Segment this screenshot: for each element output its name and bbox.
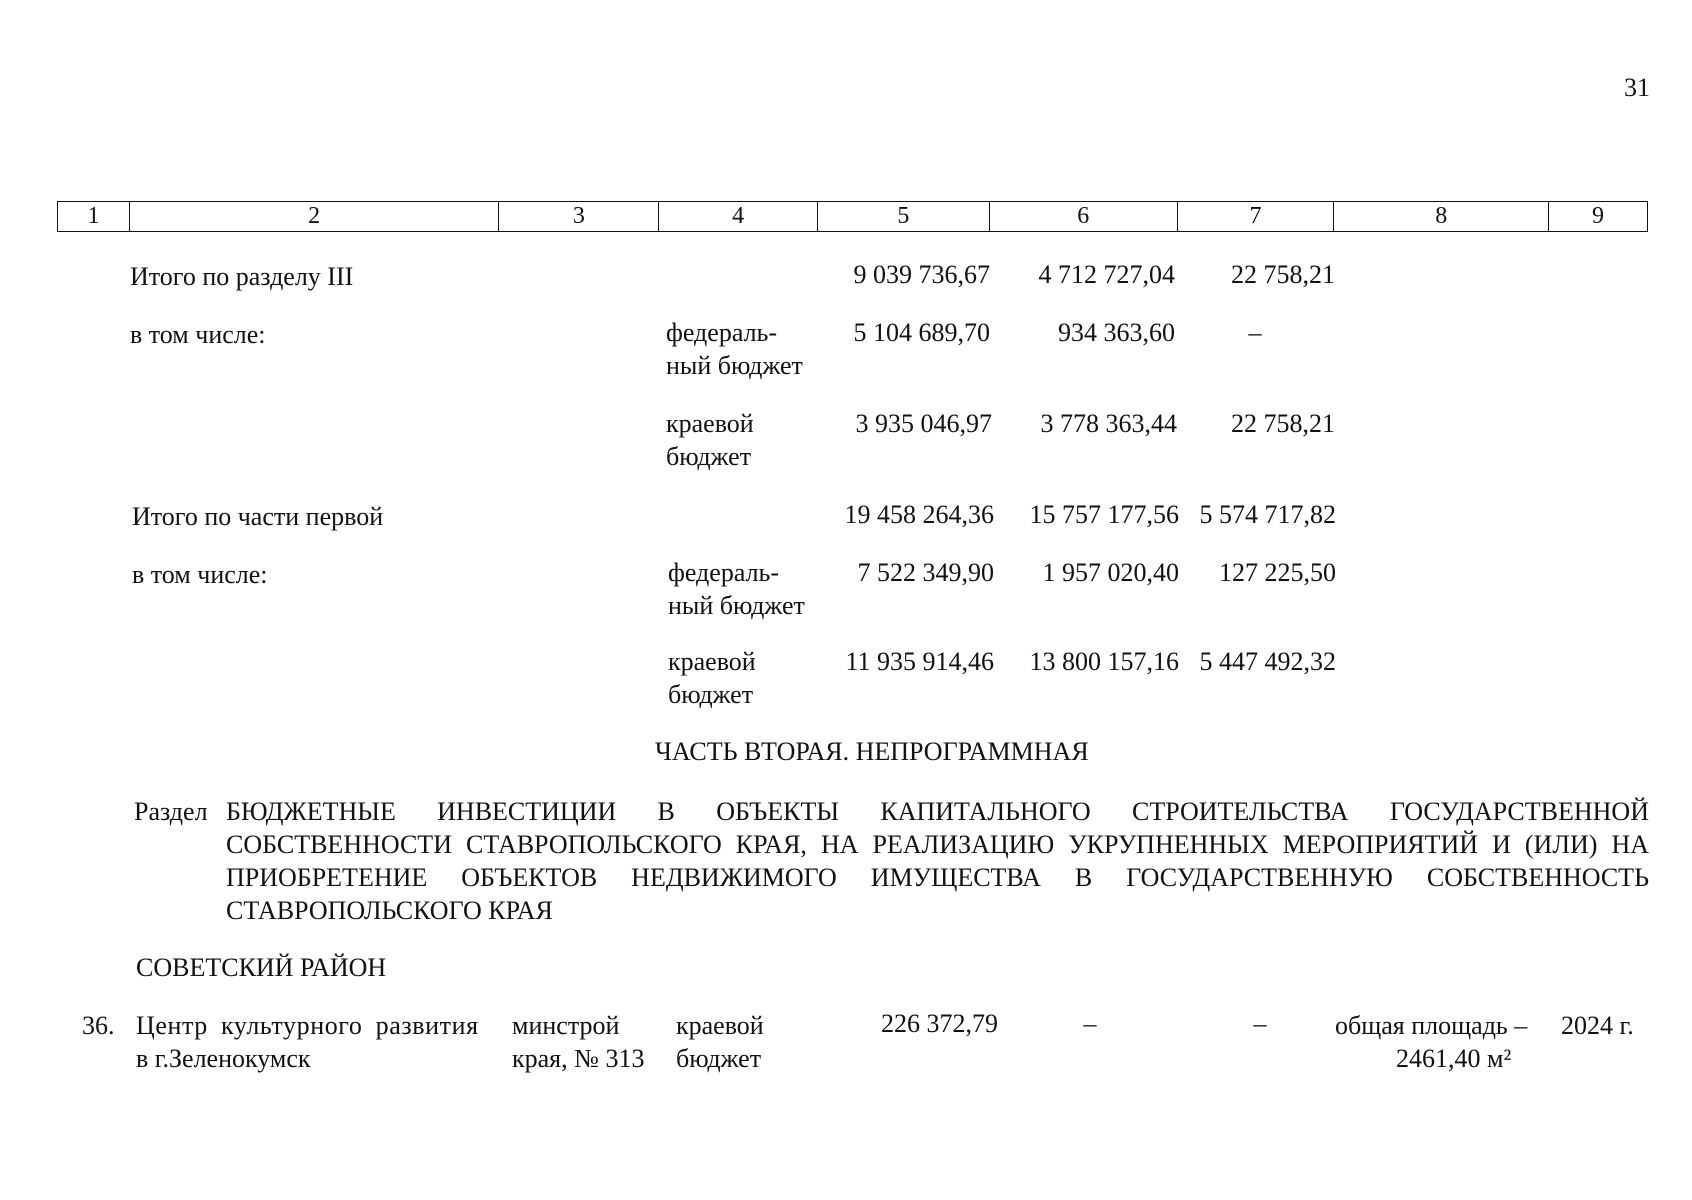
header-cell-4: 4 (659, 202, 818, 231)
item36-number: 36. (82, 1011, 115, 1040)
part1-total-col7: 5 574 717,82 (1199, 500, 1336, 529)
part1-total-col6: 15 757 177,56 (1029, 500, 1179, 529)
federal-label-line2: ный бюджет (668, 591, 805, 620)
item36-budget-line1: краевой (676, 1011, 764, 1040)
item36-year: 2024 г. (1561, 1011, 1634, 1040)
part1-federal-label (668, 556, 805, 622)
district-heading: СОВЕТСКИЙ РАЙОН (136, 953, 387, 982)
item36-capacity-line2: 2461,40 м² (1396, 1044, 1512, 1073)
header-cell-3: 3 (499, 202, 659, 231)
section3-federal-col7: – (1248, 318, 1262, 347)
section3-federal-col6: 934 363,60 (1058, 318, 1175, 347)
regional-label-line2: бюджет (666, 442, 752, 471)
item36-customer (512, 1009, 644, 1075)
federal-label-line1: федераль- (668, 558, 780, 587)
federal-label-line2: ный бюджет (666, 351, 803, 380)
page-number: 31 (1624, 73, 1650, 102)
section3-total-col6: 4 712 727,04 (1038, 260, 1175, 289)
section3-regional-col7: 22 758,21 (1231, 409, 1335, 438)
part1-incl-label: в том числе: (132, 560, 268, 589)
item36-budget (676, 1009, 764, 1075)
header-cell-7: 7 (1178, 202, 1335, 231)
section3-federal-col5: 5 104 689,70 (853, 318, 990, 347)
part2-heading: ЧАСТЬ ВТОРАЯ. НЕПРОГРАММНАЯ (655, 737, 1089, 766)
column-number-header (57, 201, 1648, 232)
part1-federal-col7: 127 225,50 (1219, 558, 1336, 587)
part1-regional-col7: 5 447 492,32 (1199, 647, 1336, 676)
part1-federal-col6: 1 957 020,40 (1042, 558, 1179, 587)
item36-col7: – (1253, 1009, 1267, 1038)
part1-regional-col5: 11 935 914,46 (845, 647, 994, 676)
part1-regional-label (668, 645, 756, 711)
section3-regional-label (666, 407, 754, 473)
federal-label-line1: федераль- (666, 318, 778, 347)
item36-name-line1: Центр культурного развития (136, 1011, 479, 1040)
header-cell-5: 5 (818, 202, 990, 231)
item36-col5: 226 372,79 (881, 1009, 998, 1038)
part1-federal-col5: 7 522 349,90 (857, 558, 994, 587)
regional-label-line2: бюджет (668, 680, 754, 709)
item36-budget-line2: бюджет (676, 1044, 762, 1073)
item36-capacity-line1: общая площадь – (1335, 1011, 1528, 1040)
part1-total-col5: 19 458 264,36 (844, 500, 994, 529)
item36-col6: – (1083, 1009, 1097, 1038)
section-title: БЮДЖЕТНЫЕ ИНВЕСТИЦИИ В ОБЪЕКТЫ КАПИТАЛЬНОГО СТРОИТЕЛЬСТВА ГОСУДАРСТВЕННОЙ СОБСТВЕННОСТИ СТАВРОПОЛЬСКОГО КРАЯ, НА РЕАЛИЗАЦИЮ УКРУПНЕННЫХ МЕРОПРИЯТИЙ И (ИЛИ) НА ПРИОБРЕТЕНИЕ ОБЪЕКТОВ НЕДВИЖИМОГО ИМУЩЕСТВА В ГОСУДАРСТВЕННУЮ СОБСТВЕННОСТЬ СТАВРОПОЛЬСКОГО КРАЯ (226, 797, 1649, 925)
item36-name-line2: в г.Зеленокумск (136, 1044, 311, 1073)
item36-customer-line2: края, № 313 (512, 1044, 645, 1073)
section3-incl-label: в том числе: (130, 320, 266, 349)
header-cell-9: 9 (1592, 203, 1605, 229)
regional-label-line1: краевой (666, 409, 754, 438)
item36-name (136, 1009, 479, 1075)
section3-total-col7: 22 758,21 (1231, 260, 1335, 289)
item36-capacity (1335, 1009, 1527, 1075)
part1-regional-col6: 13 800 157,16 (1029, 647, 1179, 676)
section3-total-col5: 9 039 736,67 (853, 260, 990, 289)
item36-customer-line1: минстрой (512, 1011, 620, 1040)
section3-regional-col5: 3 935 046,97 (855, 409, 992, 438)
part1-total-label: Итого по части первой (132, 502, 384, 531)
header-cell-2: 2 (130, 202, 500, 231)
header-cell-6: 6 (990, 202, 1178, 231)
header-cell-8: 8 (1334, 202, 1549, 231)
regional-label-line1: краевой (668, 647, 756, 676)
section3-total-label: Итого по разделу III (130, 262, 354, 291)
header-cell-1: 1 (58, 202, 130, 231)
section-label: Раздел (134, 797, 208, 826)
section3-federal-label (666, 316, 803, 382)
section3-regional-col6: 3 778 363,44 (1040, 409, 1177, 438)
